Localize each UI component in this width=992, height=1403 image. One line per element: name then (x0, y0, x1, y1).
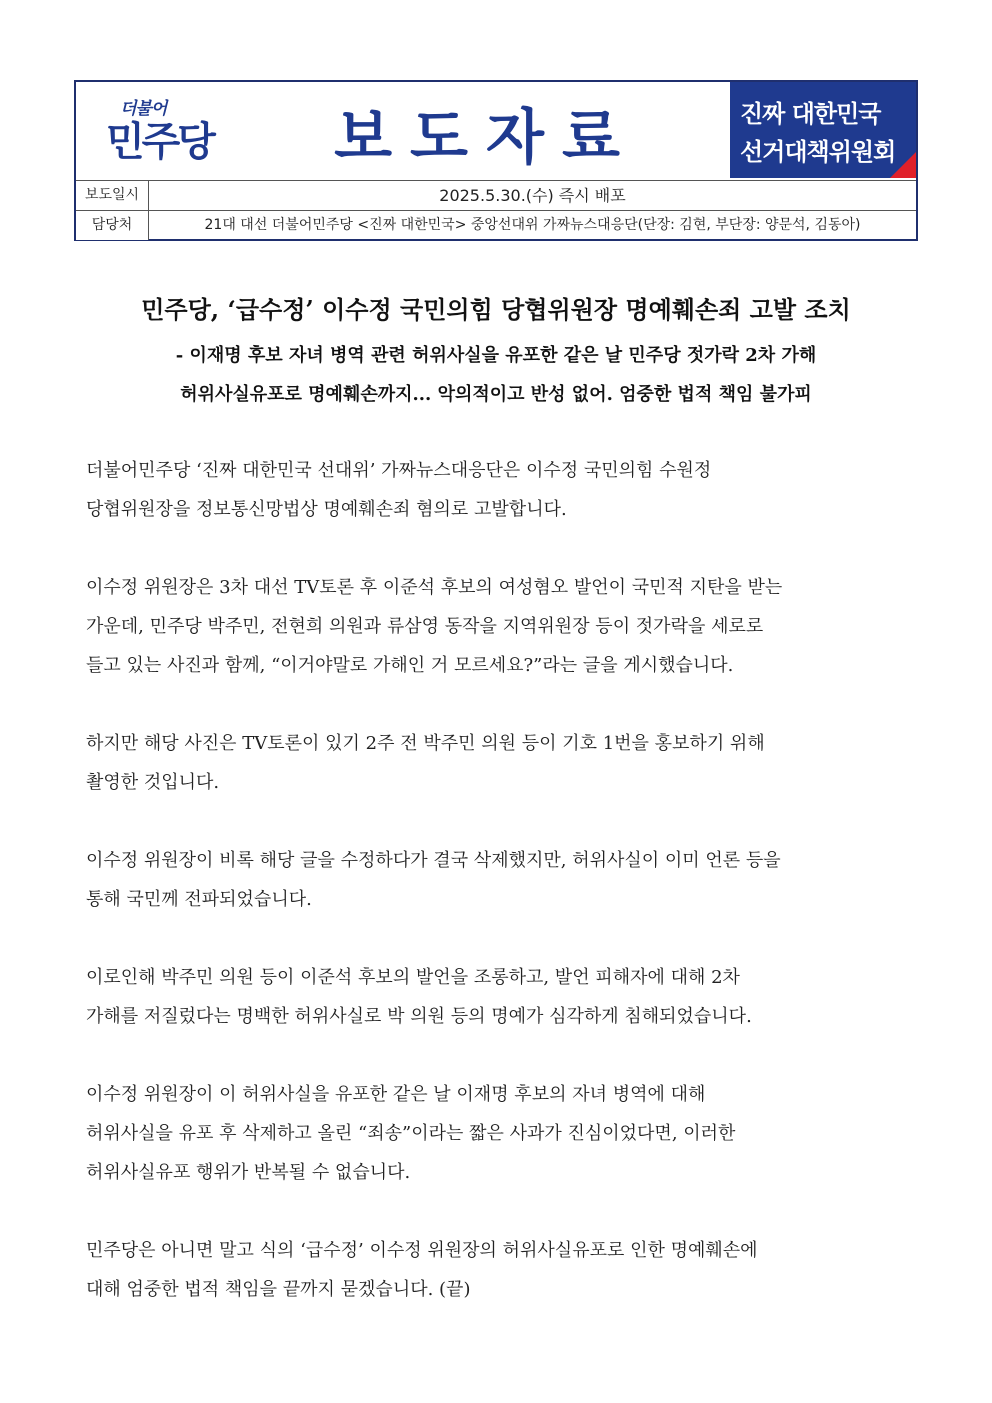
release-date-value: 2025.5.30.(수) 즉시 배포 (439, 186, 626, 205)
contact-row (76, 210, 916, 240)
contact-label: 담당처 (76, 211, 149, 240)
paragraph-line: 하지만 해당 사진은 TV토론이 있기 2주 전 박주민 의원 등이 기호 1번을 홍보하기 위해 (86, 733, 765, 754)
paragraph-line: 이수정 위원장은 3차 대선 TV토론 후 이준석 후보의 여성혐오 발언이 국민적 지탄을 받는 (86, 577, 783, 598)
paragraph-line: 들고 있는 사진과 함께, “이거야말로 가해인 거 모르세요?”라는 글을 게시했습니다. (86, 655, 734, 676)
logo-small-text: 더불어 (120, 99, 167, 119)
committee-line-1: 진짜 대한민국 (740, 100, 881, 128)
paragraph-line: 통해 국민께 전파되었습니다. (86, 889, 312, 910)
subheadline: - 이재명 후보 자녀 병역 관련 허위사실을 유포한 같은 날 민주당 젓가락 2차 가해 (175, 345, 817, 366)
release-date-row (76, 180, 916, 210)
paragraph-line: 당협위원장을 정보통신망법상 명예훼손죄 혐의로 고발합니다. (86, 499, 567, 520)
red-corner-accent (890, 152, 916, 178)
paragraph-line: 더불어민주당 ‘진짜 대한민국 선대위’ 가짜뉴스대응단은 이수정 국민의힘 수원정 (86, 460, 712, 481)
subheadline: 허위사실유포로 명예훼손까지... 악의적이고 반성 없어. 엄중한 법적 책임 불가피 (180, 384, 812, 405)
committee-line-2: 선거대책위원회 (740, 138, 896, 166)
party-logo (76, 82, 246, 180)
paragraph-line: 허위사실유포 행위가 반복될 수 없습니다. (86, 1162, 411, 1183)
release-date-label: 보도일시 (76, 181, 149, 210)
paragraph-line: 허위사실을 유포 후 삭제하고 올린 “죄송”이라는 짧은 사과가 진심이었다면, 이러한 (86, 1123, 736, 1144)
paragraph-line: 이로인해 박주민 의원 등이 이준석 후보의 발언을 조롱하고, 발언 피해자에 대해 2차 (86, 967, 740, 988)
paragraph-line: 촬영한 것입니다. (86, 772, 220, 793)
contact-value: 21대 대선 더불어민주당 <진짜 대한민국> 중앙선대위 가짜뉴스대응단(단장: 김현, 부단장: 양문석, 김동아) (204, 217, 861, 233)
headline: 민주당, ‘급수정’ 이수정 국민의힘 당협위원장 명예훼손죄 고발 조치 (141, 295, 851, 324)
paragraph-line: 민주당은 아니면 말고 식의 ‘급수정’ 이수정 위원장의 허위사실유포로 인한 명예훼손에 (86, 1240, 758, 1261)
header-banner (76, 82, 916, 180)
paragraph-line: 가해를 저질렀다는 명백한 허위사실로 박 의원 등의 명예가 심각하게 침해되었습니다. (86, 1006, 752, 1027)
paragraph-line: 이수정 위원장이 이 허위사실을 유포한 같은 날 이재명 후보의 자녀 병역에 대해 (86, 1084, 706, 1105)
paragraph-line: 대해 엄중한 법적 책임을 끝까지 묻겠습니다. (끝) (86, 1279, 471, 1300)
document-title: 보도자료 (334, 103, 638, 173)
press-release-header (74, 80, 918, 241)
committee-badge (730, 82, 916, 178)
paragraph-line: 가운데, 민주당 박주민, 전현희 의원과 류삼영 동작을 지역위원장 등이 젓가락을 세로로 (86, 616, 764, 637)
logo-big-text: 민주당 (106, 119, 213, 165)
paragraph-line: 이수정 위원장이 비록 해당 글을 수정하다가 결국 삭제했지만, 허위사실이 이미 언론 등을 (86, 850, 781, 871)
